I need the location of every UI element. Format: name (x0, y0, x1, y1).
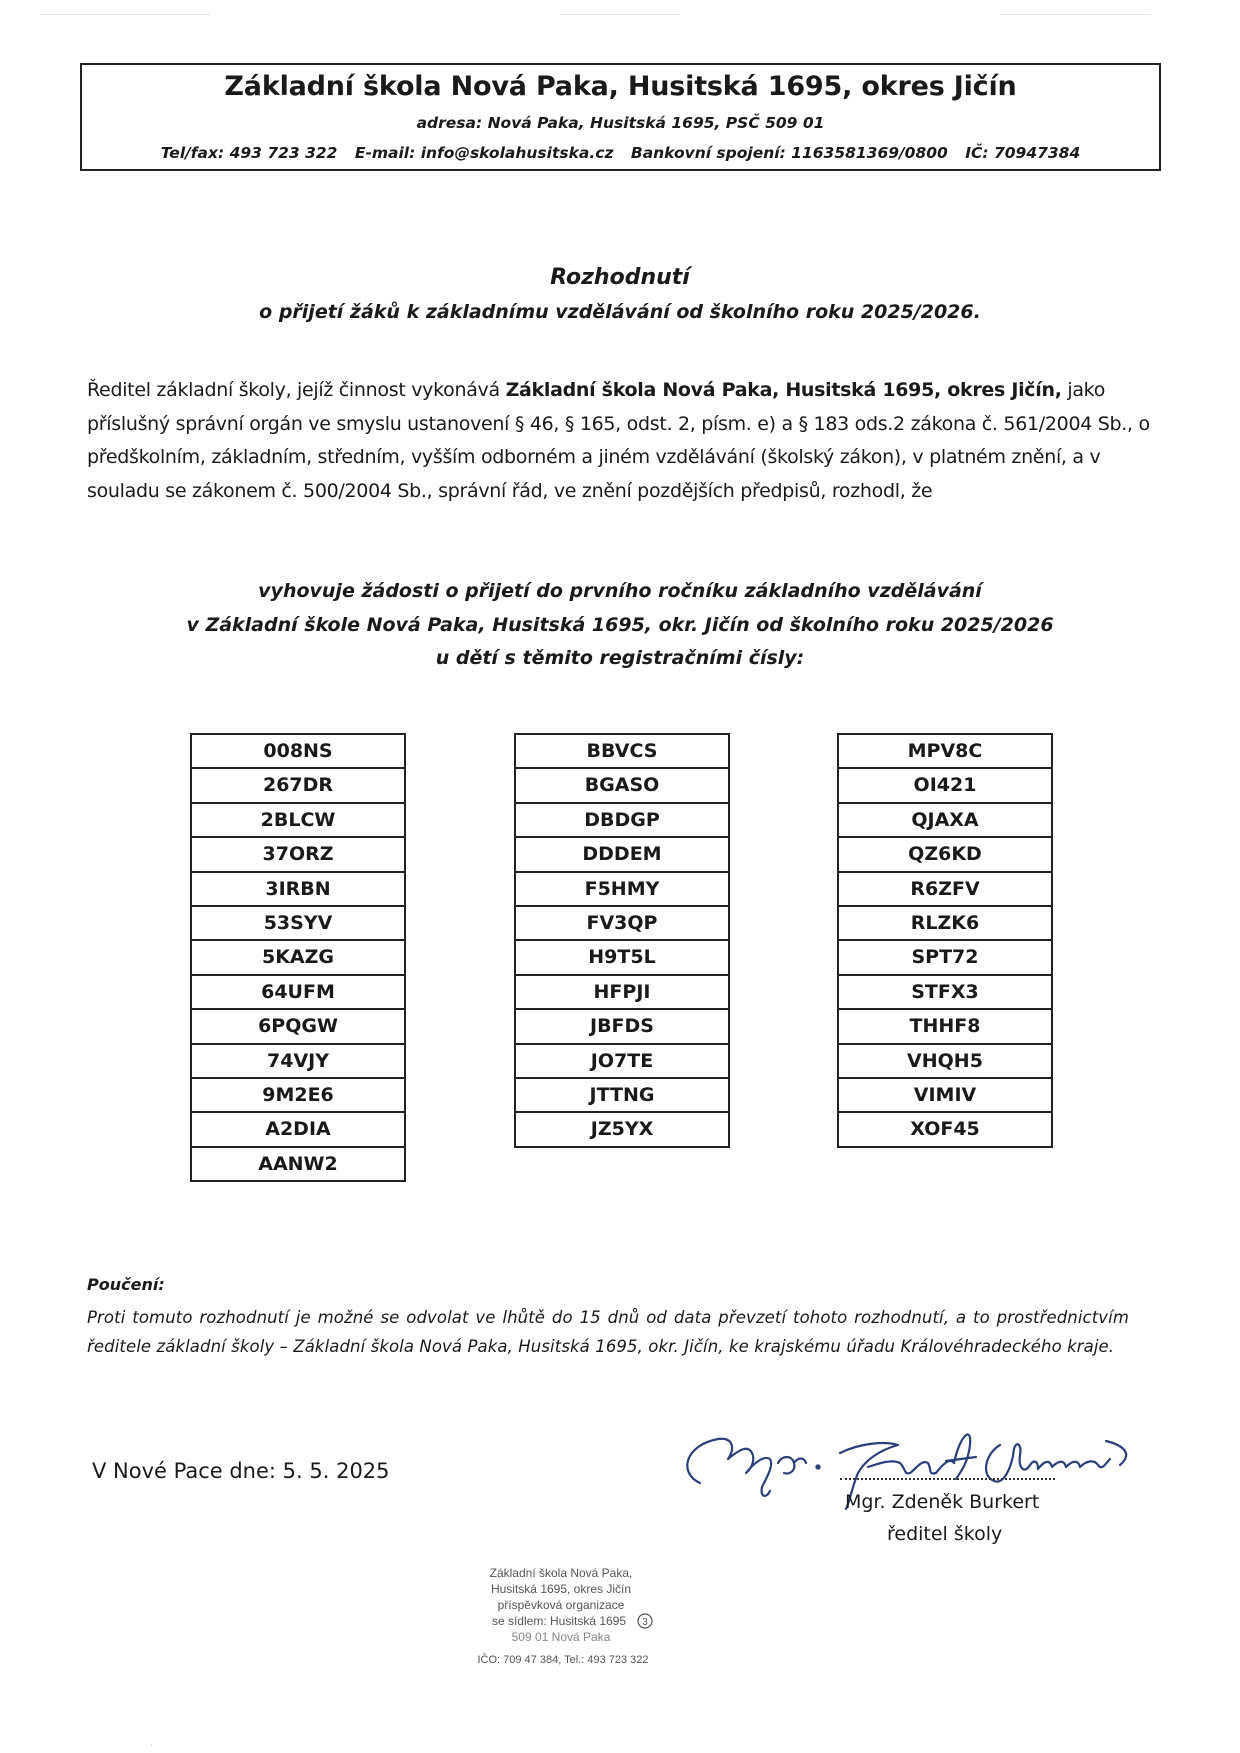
svg-text:příspěvková organizace: příspěvková organizace (497, 1598, 625, 1612)
registration-code-cell: VHQH5 (839, 1045, 1051, 1079)
decision-line-1: vyhovuje žádosti o přijetí do prvního ročníku základního vzdělávání (258, 580, 982, 602)
svg-text:509 01 Nová Paka: 509 01 Nová Paka (511, 1630, 611, 1644)
registration-code-cell: 3IRBN (192, 873, 404, 907)
document-title: Rozhodnutí (550, 265, 690, 290)
letterhead-box (80, 63, 1161, 171)
registration-code-cell: VIMIV (839, 1079, 1051, 1113)
registration-code-cell: 267DR (192, 769, 404, 803)
svg-text:Základní škola Nová Paka,: Základní škola Nová Paka, (489, 1566, 633, 1580)
registration-code-cell: DDDEM (516, 838, 728, 872)
registration-code-cell: BGASO (516, 769, 728, 803)
scan-artifact-mark: · (150, 1741, 153, 1751)
svg-text:se sídlem: Husitská 1695: se sídlem: Husitská 1695 (491, 1614, 627, 1628)
scan-artifact-line (1000, 14, 1150, 15)
school-address: adresa: Nová Paka, Husitská 1695, PSČ 509 01 (416, 114, 825, 132)
signature-dotted-line (840, 1478, 1055, 1480)
registration-code-cell: STFX3 (839, 976, 1051, 1010)
registration-code-cell: 53SYV (192, 907, 404, 941)
notice-text: Proti tomuto rozhodnutí je možné se odvolat ve lhůtě do 15 dnů od data převzetí tohoto rozhodnutí, a to prostřednictvím ředitele základní školy – Základní škola Nová Paka, Husitská 1695, okr. Jičín, ke krajskému úřadu Královéhradeckého kraje. (87, 1308, 1129, 1356)
body-rest: jako příslušný správní orgán ve smyslu ustanovení § 46, § 165, odst. 2, písm. e) a § 183 ods.2 zákona č. 561/2004 Sb., o předškolním, základním, středním, vyšším odborném a jiném vzdělávání (školský zákon), v platném znění, a v souladu se zákonem č. 500/2004 Sb., správní řád, ve znění pozdějších předpisů, rozhodl, že (87, 379, 1150, 502)
registration-code-cell: BBVCS (516, 735, 728, 769)
registration-code-cell: XOF45 (839, 1113, 1051, 1147)
registration-code-cell: 37ORZ (192, 838, 404, 872)
registration-code-cell: FV3QP (516, 907, 728, 941)
decision-line-2: v Základní škole Nová Paka, Husitská 1695, okr. Jičín od školního roku 2025/2026 (186, 613, 1054, 636)
codes-table-column-2 (514, 733, 730, 1148)
codes-table-column-3 (837, 733, 1053, 1148)
registration-code-cell: 9M2E6 (192, 1079, 404, 1113)
notice-heading: Poučení: (87, 1275, 165, 1294)
bank-text: Bankovní spojení: 1163581369/0800 (630, 144, 948, 162)
svg-text:Husitská 1695, okres Jičín: Husitská 1695, okres Jičín (490, 1582, 632, 1596)
registration-code-cell: JO7TE (516, 1045, 728, 1079)
decision-line-3: u dětí s těmito registračními čísly: (435, 647, 805, 669)
decision-body (87, 374, 1167, 508)
signer-role: ředitel školy (887, 1523, 1003, 1545)
codes-table-column-1 (190, 733, 406, 1182)
registration-code-cell: JTTNG (516, 1079, 728, 1113)
body-school-name: Základní škola Nová Paka, Husitská 1695, okres Jičín, (505, 379, 1062, 401)
registration-code-cell: A2DIA (192, 1113, 404, 1147)
registration-code-cell: 5KAZG (192, 941, 404, 975)
registration-code-cell: JZ5YX (516, 1113, 728, 1147)
svg-text:IČO: 709 47 384, Tel.: 493 723: IČO: 709 47 384, Tel.: 493 723 322 (477, 1654, 649, 1666)
place-and-date: V Nové Pace dne: 5. 5. 2025 (92, 1459, 390, 1483)
registration-code-cell: 008NS (192, 735, 404, 769)
registration-code-cell: 2BLCW (192, 804, 404, 838)
registration-code-cell: OI421 (839, 769, 1051, 803)
school-stamp (442, 1563, 680, 1678)
school-name: Základní škola Nová Paka, Husitská 1695, okres Jičín (224, 71, 1017, 102)
registration-code-cell: MPV8C (839, 735, 1051, 769)
registration-code-cell: R6ZFV (839, 873, 1051, 907)
registration-code-cell: AANW2 (192, 1148, 404, 1182)
registration-code-cell: 74VJY (192, 1045, 404, 1079)
registration-code-cell: H9T5L (516, 941, 728, 975)
svg-text:3: 3 (642, 1617, 648, 1628)
decision-statement (0, 575, 1240, 676)
contact-line (82, 144, 1159, 162)
phone-text: Tel/fax: 493 723 322 (160, 144, 338, 162)
registration-code-cell: SPT72 (839, 941, 1051, 975)
registration-code-cell: DBDGP (516, 804, 728, 838)
registration-code-cell: RLZK6 (839, 907, 1051, 941)
email-text: E-mail: info@skolahusitska.cz (354, 144, 614, 162)
scan-artifact-line (560, 14, 680, 15)
registration-code-cell: QJAXA (839, 804, 1051, 838)
registration-code-cell: JBFDS (516, 1010, 728, 1044)
signer-name: Mgr. Zdeněk Burkert (845, 1491, 1040, 1513)
registration-code-cell: 64UFM (192, 976, 404, 1010)
document-subtitle: o přijetí žáků k základnímu vzdělávání od školního roku 2025/2026. (259, 301, 981, 323)
registration-code-cell: THHF8 (839, 1010, 1051, 1044)
ico-text: IČ: 70947384 (965, 144, 1081, 162)
registration-code-cell: QZ6KD (839, 838, 1051, 872)
registration-code-cell: F5HMY (516, 873, 728, 907)
scan-artifact-line (40, 14, 210, 15)
registration-code-cell: HFPJI (516, 976, 728, 1010)
registration-code-cell: 6PQGW (192, 1010, 404, 1044)
body-intro: Ředitel základní školy, jejíž činnost vykonává (87, 379, 506, 401)
